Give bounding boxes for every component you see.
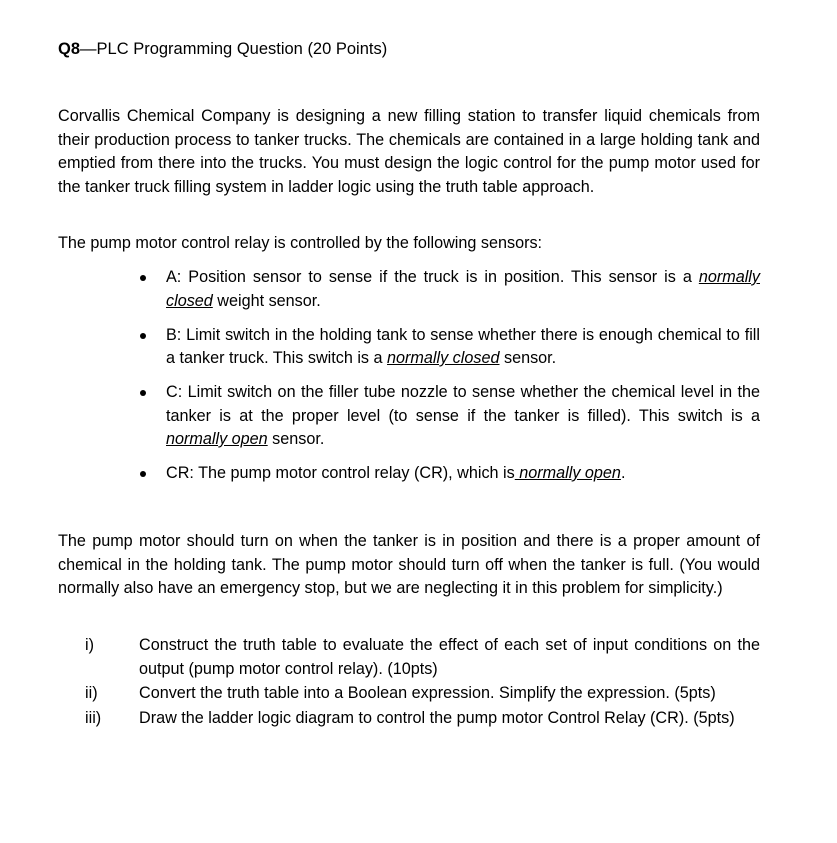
sensor-text: C: Limit switch on the filler tube nozzle to sense whether the chemical level in the tanker is at the proper level (to sense if the tanker is filled). This switch is a [166, 383, 760, 425]
bullet-icon [140, 333, 146, 339]
question-title [58, 38, 387, 62]
task-text: Convert the truth table into a Boolean expression. Simplify the expression. (5pts) [139, 684, 716, 702]
task-number: iii) [85, 708, 102, 727]
task-text: Construct the truth table to evaluate the effect of each set of input conditions on the output (pump motor control relay). (10pts) [139, 636, 760, 678]
bullet-icon [140, 390, 146, 396]
sensors-intro: The pump motor control relay is controlled by the following sensors: [58, 234, 543, 252]
bullet-icon [140, 471, 146, 477]
sensor-list [138, 266, 760, 496]
sensor-item-cr [138, 462, 760, 486]
sensor-text-end: sensor. [267, 430, 325, 448]
sensor-item-c [138, 381, 760, 452]
bullet-icon [140, 275, 146, 281]
intro-paragraph: Corvallis Chemical Company is designing a new filling station to transfer liquid chemicals from their production process to tanker trucks. The chemicals are contained in a large holding tank and emptied from there into the trucks. You must design the logic control for the pump motor used for the tanker truck filling system in ladder logic using the truth table approach. [58, 107, 760, 196]
sensor-type: normally closed [387, 349, 500, 367]
sensor-text: CR: The pump motor control relay (CR), which is [166, 464, 515, 482]
question-title-text: —PLC Programming Question (20 Points) [80, 40, 388, 58]
sensor-type: normally closed [166, 268, 760, 310]
sensor-item-a [138, 266, 760, 313]
description-paragraph: The pump motor should turn on when the tanker is in position and there is a proper amount of chemical in the holding tank. The pump motor should turn off when the tanker is full. (You would normally also have an emergency stop, but we are neglecting it in this problem for simplicity.) [58, 532, 760, 597]
task-text: Draw the ladder logic diagram to control the pump motor Control Relay (CR). (5pts) [139, 708, 735, 727]
task-number: ii) [85, 684, 98, 702]
task-number: i) [85, 636, 94, 654]
task-item [58, 707, 760, 731]
sensor-text-end: . [620, 464, 626, 482]
sensor-item-b [138, 324, 760, 371]
sensor-text: A: Position sensor to sense if the truck is in position. This sensor is a [166, 268, 699, 286]
question-number: Q8 [58, 40, 81, 58]
sensor-text-end: weight sensor. [212, 291, 321, 310]
sensor-text: B: Limit switch in the holding tank to sense whether there is enough chemical to fill a tanker truck. This switch is a [166, 325, 760, 367]
task-item [58, 634, 760, 681]
task-item [58, 682, 760, 706]
sensor-text-end: sensor. [499, 349, 557, 367]
task-list [58, 634, 760, 731]
sensor-type: normally open [166, 430, 268, 448]
sensor-type: normally open [514, 464, 621, 482]
